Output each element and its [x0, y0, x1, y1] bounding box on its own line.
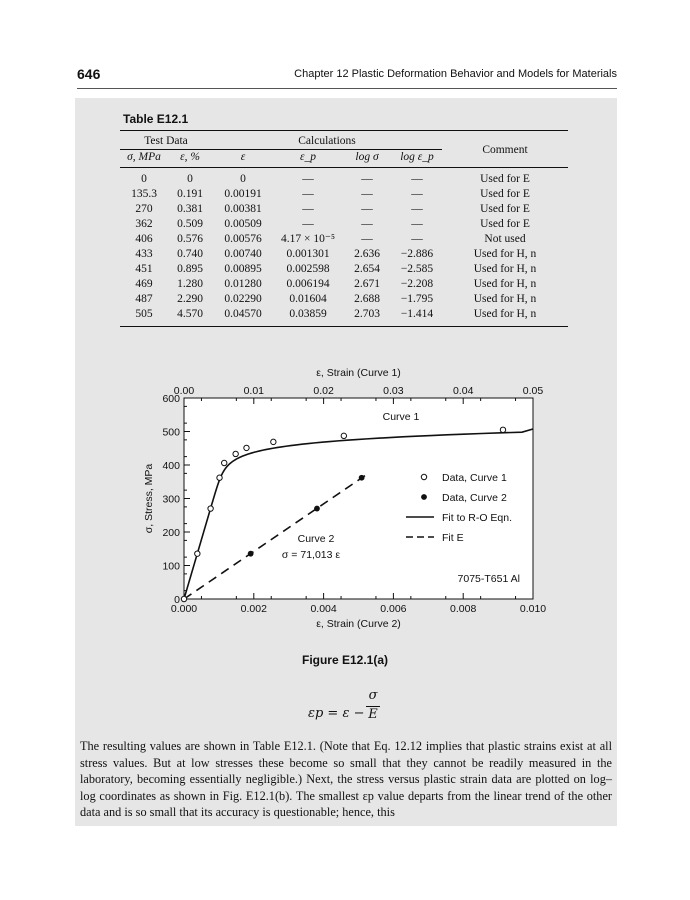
- x-top-tick-label: 0.00: [173, 385, 195, 397]
- table-cell: Used for H, n: [473, 293, 537, 305]
- y-tick-label: 500: [162, 426, 180, 439]
- curve-2-label: Curve 2: [297, 533, 335, 545]
- table-cell: 0.006194: [286, 278, 330, 290]
- x-bottom-tick-label: 0.006: [380, 603, 407, 615]
- column-header-strain-pct: ε, %: [168, 150, 212, 168]
- running-head: Chapter 12 Plastic Deformation Behavior and Models for Materials: [294, 68, 617, 80]
- x-top-axis-label: ε, Strain (Curve 1): [316, 367, 401, 379]
- y-axis-label: σ, Stress, MPa: [143, 463, 155, 534]
- table-cell: 4.570: [168, 307, 212, 327]
- table-cell: —: [361, 188, 373, 200]
- table-cell: —: [411, 173, 423, 185]
- table-cell: 433: [135, 248, 153, 260]
- table-cell: −2.208: [400, 278, 434, 290]
- data-point-curve-1: [208, 506, 213, 511]
- table-cell: 0.00381: [224, 203, 262, 215]
- legend-label: Fit E: [442, 532, 464, 544]
- table-cell: Used for E: [480, 173, 530, 185]
- data-point-curve-1: [181, 596, 186, 601]
- legend-marker-data-curve-2: [421, 494, 427, 500]
- table-cell: 0.381: [177, 203, 203, 215]
- body-paragraph: The resulting values are shown in Table E12.1. (Note that Eq. 12.12 implies that plastic strains exist at all stress values. But at low stresses these become so small that they cannot be readily measured in the laboratory, becoming essentially negligible.) Next, the stress versus plastic strain data are plotted on log–log coordinates as shown in Fig. E12.1(b). The smallest εp value departs from the linear trend of the other data and is so small that its accuracy is questionable; hence, this: [80, 739, 612, 820]
- table-row: [120, 277, 568, 292]
- data-table: [120, 130, 568, 327]
- table-cell: 0.01604: [289, 293, 327, 305]
- table-cell: 451: [135, 263, 153, 275]
- column-header-log-stress: log σ: [342, 150, 392, 168]
- table-cell: Used for E: [480, 218, 530, 230]
- x-top-tick-label: 0.03: [383, 385, 404, 397]
- data-point-curve-1: [500, 427, 505, 432]
- data-point-curve-2: [359, 475, 365, 481]
- table-cell: 0.02290: [224, 293, 262, 305]
- table-cell: −2.886: [400, 248, 434, 260]
- table-cell: 362: [135, 218, 153, 230]
- x-top-tick-label: 0.05: [522, 385, 544, 397]
- x-bottom-tick-label: 0.010: [519, 603, 547, 615]
- x-top-tick-label: 0.04: [452, 385, 474, 397]
- table-cell: −1.414: [392, 307, 442, 327]
- table-cell: —: [361, 218, 373, 230]
- x-top-tick-label: 0.01: [243, 385, 265, 397]
- table-cell: 0.001301: [286, 248, 330, 260]
- x-bottom-tick-label: 0.004: [310, 603, 337, 615]
- table-cell: 0.03859: [274, 307, 342, 327]
- table-cell: 2.636: [354, 248, 380, 260]
- table-cell: 135.3: [131, 188, 157, 200]
- data-point-curve-1: [195, 551, 200, 556]
- table-cell: −1.795: [400, 293, 434, 305]
- table-cell: Used for H, n: [442, 307, 568, 327]
- table-cell: —: [302, 203, 314, 215]
- table-cell: 2.671: [354, 278, 380, 290]
- table-cell: 0: [187, 173, 193, 185]
- table-cell: 0.00191: [224, 188, 262, 200]
- table-cell: 0.00509: [224, 218, 262, 230]
- equation-fraction: [366, 688, 380, 722]
- page-header: [77, 66, 617, 86]
- table-cell: Used for H, n: [473, 263, 537, 275]
- data-point-curve-2: [314, 506, 320, 512]
- table-cell: —: [411, 218, 423, 230]
- table-cell: Not used: [484, 233, 526, 245]
- table-cell: —: [302, 218, 314, 230]
- table-cell: Used for E: [480, 188, 530, 200]
- table-cell: —: [302, 173, 314, 185]
- table-cell: 0.00740: [224, 248, 262, 260]
- table-row: [120, 262, 568, 277]
- table-title: Table E12.1: [123, 112, 189, 126]
- table-cell: 0.00576: [224, 233, 262, 245]
- data-point-curve-2: [248, 551, 254, 557]
- table-cell: —: [361, 173, 373, 185]
- table-cell: −2.585: [400, 263, 434, 275]
- stress-strain-chart: [118, 360, 568, 645]
- table-cell: 1.280: [177, 278, 203, 290]
- y-tick-label: 600: [162, 393, 180, 405]
- x-bottom-axis-label: ε, Strain (Curve 2): [316, 618, 401, 630]
- y-tick-label: 100: [162, 560, 180, 573]
- table-cell: 469: [135, 278, 153, 290]
- x-bottom-tick-label: 0.002: [240, 603, 267, 615]
- table-row: [120, 217, 568, 232]
- data-point-curve-1: [271, 439, 276, 444]
- table-cell: 0.740: [177, 248, 203, 260]
- table-cell: 4.17 × 10⁻⁵: [281, 233, 335, 245]
- column-header-plastic-strain: ε_p: [274, 150, 342, 168]
- group-header-test: Test Data: [120, 131, 212, 150]
- curve-1-label: Curve 1: [382, 411, 420, 423]
- table-cell: 0.04570: [212, 307, 274, 327]
- table-cell: Used for H, n: [473, 248, 537, 260]
- legend-label: Data, Curve 1: [442, 472, 507, 484]
- data-point-curve-1: [222, 460, 227, 465]
- y-tick-label: 300: [162, 493, 180, 506]
- table-cell: 0.01280: [224, 278, 262, 290]
- table-cell: 2.703: [342, 307, 392, 327]
- figure-caption: Figure E12.1(a): [301, 653, 389, 667]
- table-row: [120, 187, 568, 202]
- legend-label: Data, Curve 2: [442, 492, 507, 504]
- legend-label: Fit to R-O Eqn.: [442, 512, 513, 524]
- group-header-calc: Calculations: [212, 131, 442, 150]
- header-rule: [77, 88, 617, 89]
- table-cell: 2.688: [354, 293, 380, 305]
- table-cell: —: [361, 233, 373, 245]
- equation-lhs: εp = ε −: [308, 706, 365, 721]
- table-row: [120, 202, 568, 217]
- table-cell: 505: [120, 307, 168, 327]
- legend-marker-data-curve-1: [421, 474, 426, 479]
- material-label: 7075-T651 Al: [457, 573, 520, 585]
- table-row: [120, 292, 568, 307]
- data-point-curve-1: [233, 451, 238, 456]
- data-point-curve-1: [244, 445, 249, 450]
- table-row: [120, 307, 568, 327]
- table-cell: —: [411, 203, 423, 215]
- table-cell: —: [411, 188, 423, 200]
- x-bottom-tick-label: 0.008: [450, 603, 477, 615]
- x-bottom-tick-label: 0.000: [170, 603, 198, 615]
- equation-numerator: σ: [368, 688, 378, 703]
- table-cell: Used for E: [480, 203, 530, 215]
- table-cell: 0: [141, 173, 147, 185]
- curve-2-equation: σ = 71,013 ε: [281, 549, 341, 561]
- table-cell: 2.654: [354, 263, 380, 275]
- y-tick-label: 0: [174, 594, 180, 606]
- page-number: 646: [77, 66, 101, 82]
- table-cell: —: [361, 203, 373, 215]
- table-row: [120, 168, 568, 188]
- table-cell: 487: [135, 293, 153, 305]
- column-header-stress: σ, MPa: [120, 150, 168, 168]
- table-cell: —: [411, 233, 423, 245]
- data-point-curve-1: [217, 475, 222, 480]
- table-row: [120, 232, 568, 247]
- column-header-comment: Comment: [442, 131, 568, 168]
- table-cell: 0.895: [177, 263, 203, 275]
- x-top-tick-label: 0.02: [313, 385, 334, 397]
- table-cell: 406: [135, 233, 153, 245]
- column-header-strain: ε: [212, 150, 274, 168]
- table-cell: 270: [135, 203, 153, 215]
- data-point-curve-1: [341, 433, 346, 438]
- equation-denominator: E: [368, 707, 378, 722]
- column-header-log-plastic-strain: log ε_p: [392, 150, 442, 168]
- table-cell: 0.509: [177, 218, 203, 230]
- table-cell: 0.002598: [286, 263, 330, 275]
- table-cell: 0: [240, 173, 246, 185]
- table-cell: 0.191: [177, 188, 203, 200]
- y-tick-label: 200: [162, 527, 180, 539]
- table-cell: —: [302, 188, 314, 200]
- table-cell: 2.290: [177, 293, 203, 305]
- table-cell: 0.576: [177, 233, 203, 245]
- table-cell: 0.00895: [224, 263, 262, 275]
- table-cell: Used for H, n: [473, 278, 537, 290]
- y-tick-label: 400: [162, 460, 180, 472]
- table-row: [120, 247, 568, 262]
